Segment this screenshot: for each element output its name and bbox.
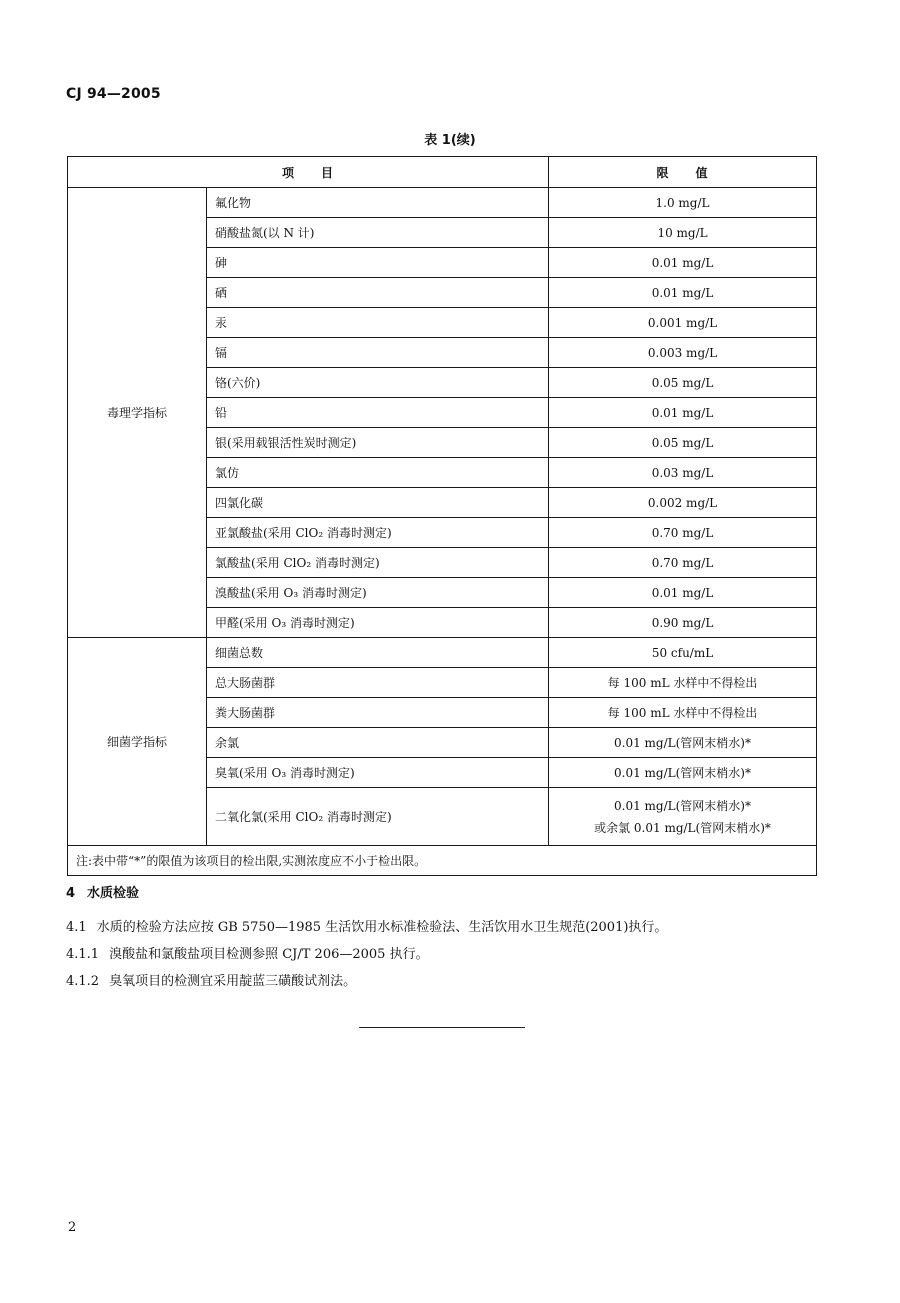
value-cell: 0.003 mg/L — [549, 338, 817, 368]
paragraph — [66, 970, 356, 989]
value-cell: 50 cfu/mL — [549, 638, 817, 668]
paragraph-text: 水质的检验方法应按 GB 5750—1985 生活饮用水标准检验法、生活饮用水卫生规范(2001)执行。 — [96, 920, 668, 935]
item-cell: 二氧化氯(采用 ClO₂ 消毒时测定) — [207, 788, 549, 846]
item-cell: 氯仿 — [207, 458, 549, 488]
table-note: 注:表中带“*”的限值为该项目的检出限,实测浓度应不小于检出限。 — [68, 846, 817, 876]
document-code: CJ 94—2005 — [66, 86, 161, 102]
item-cell: 砷 — [207, 248, 549, 278]
item-cell: 臭氧(采用 O₃ 消毒时测定) — [207, 758, 549, 788]
section-heading — [66, 882, 139, 901]
item-cell: 细菌总数 — [207, 638, 549, 668]
value-cell: 每 100 mL 水样中不得检出 — [549, 698, 817, 728]
item-cell: 铬(六价) — [207, 368, 549, 398]
item-cell: 铅 — [207, 398, 549, 428]
value-cell: 0.05 mg/L — [549, 368, 817, 398]
section-number: 4 — [66, 886, 76, 901]
limits-table — [67, 156, 817, 876]
value-cell: 10 mg/L — [549, 218, 817, 248]
value-cell: 0.01 mg/L(管网末梢水)* — [549, 728, 817, 758]
paragraph-text: 溴酸盐和氯酸盐项目检测参照 CJ/T 206—2005 执行。 — [109, 947, 429, 962]
table-title: 表 1(续) — [424, 133, 476, 148]
paragraph-text: 臭氧项目的检测宜采用靛蓝三磺酸试剂法。 — [109, 974, 357, 989]
value-cell: 0.001 mg/L — [549, 308, 817, 338]
section-title: 水质检验 — [87, 886, 140, 901]
paragraph-number: 4.1 — [66, 920, 87, 935]
paragraph-number: 4.1.1 — [66, 947, 100, 962]
value-cell: 每 100 mL 水样中不得检出 — [549, 668, 817, 698]
page-number: 2 — [68, 1220, 77, 1235]
column-header-item: 项 目 — [68, 157, 549, 188]
item-cell: 银(采用载银活性炭时测定) — [207, 428, 549, 458]
item-cell: 亚氯酸盐(采用 ClO₂ 消毒时测定) — [207, 518, 549, 548]
category-toxicological: 毒理学指标 — [68, 188, 207, 638]
value-cell: 0.01 mg/L — [549, 248, 817, 278]
value-cell: 0.01 mg/L — [549, 398, 817, 428]
end-rule — [359, 1027, 525, 1028]
value-cell: 0.70 mg/L — [549, 518, 817, 548]
item-cell: 氯酸盐(采用 ClO₂ 消毒时测定) — [207, 548, 549, 578]
item-cell: 硝酸盐氮(以 N 计) — [207, 218, 549, 248]
item-cell: 汞 — [207, 308, 549, 338]
item-cell: 粪大肠菌群 — [207, 698, 549, 728]
value-cell — [549, 788, 817, 846]
table-header-row — [68, 157, 817, 188]
item-cell: 氟化物 — [207, 188, 549, 218]
item-cell: 硒 — [207, 278, 549, 308]
item-cell: 余氯 — [207, 728, 549, 758]
value-cell: 1.0 mg/L — [549, 188, 817, 218]
table-row — [68, 638, 817, 668]
paragraph — [66, 943, 429, 962]
category-bacteriological: 细菌学指标 — [68, 638, 207, 846]
value-cell: 0.01 mg/L — [549, 578, 817, 608]
column-header-limit: 限 值 — [549, 157, 817, 188]
paragraph-number: 4.1.2 — [66, 974, 100, 989]
item-cell: 总大肠菌群 — [207, 668, 549, 698]
value-cell: 0.002 mg/L — [549, 488, 817, 518]
value-cell: 0.05 mg/L — [549, 428, 817, 458]
paragraph — [66, 916, 667, 935]
table-row — [68, 188, 817, 218]
value-cell: 0.90 mg/L — [549, 608, 817, 638]
value-cell: 0.03 mg/L — [549, 458, 817, 488]
value-cell: 0.70 mg/L — [549, 548, 817, 578]
item-cell: 四氯化碳 — [207, 488, 549, 518]
item-cell: 溴酸盐(采用 O₃ 消毒时测定) — [207, 578, 549, 608]
value-cell: 0.01 mg/L — [549, 278, 817, 308]
table-note-row — [68, 846, 817, 876]
item-cell: 甲醛(采用 O₃ 消毒时测定) — [207, 608, 549, 638]
value-cell: 0.01 mg/L(管网末梢水)* — [549, 758, 817, 788]
value-line: 0.01 mg/L(管网末梢水)* — [614, 798, 751, 813]
value-line-alt: 或余氯 0.01 mg/L(管网末梢水)* — [594, 820, 771, 835]
item-cell: 镉 — [207, 338, 549, 368]
